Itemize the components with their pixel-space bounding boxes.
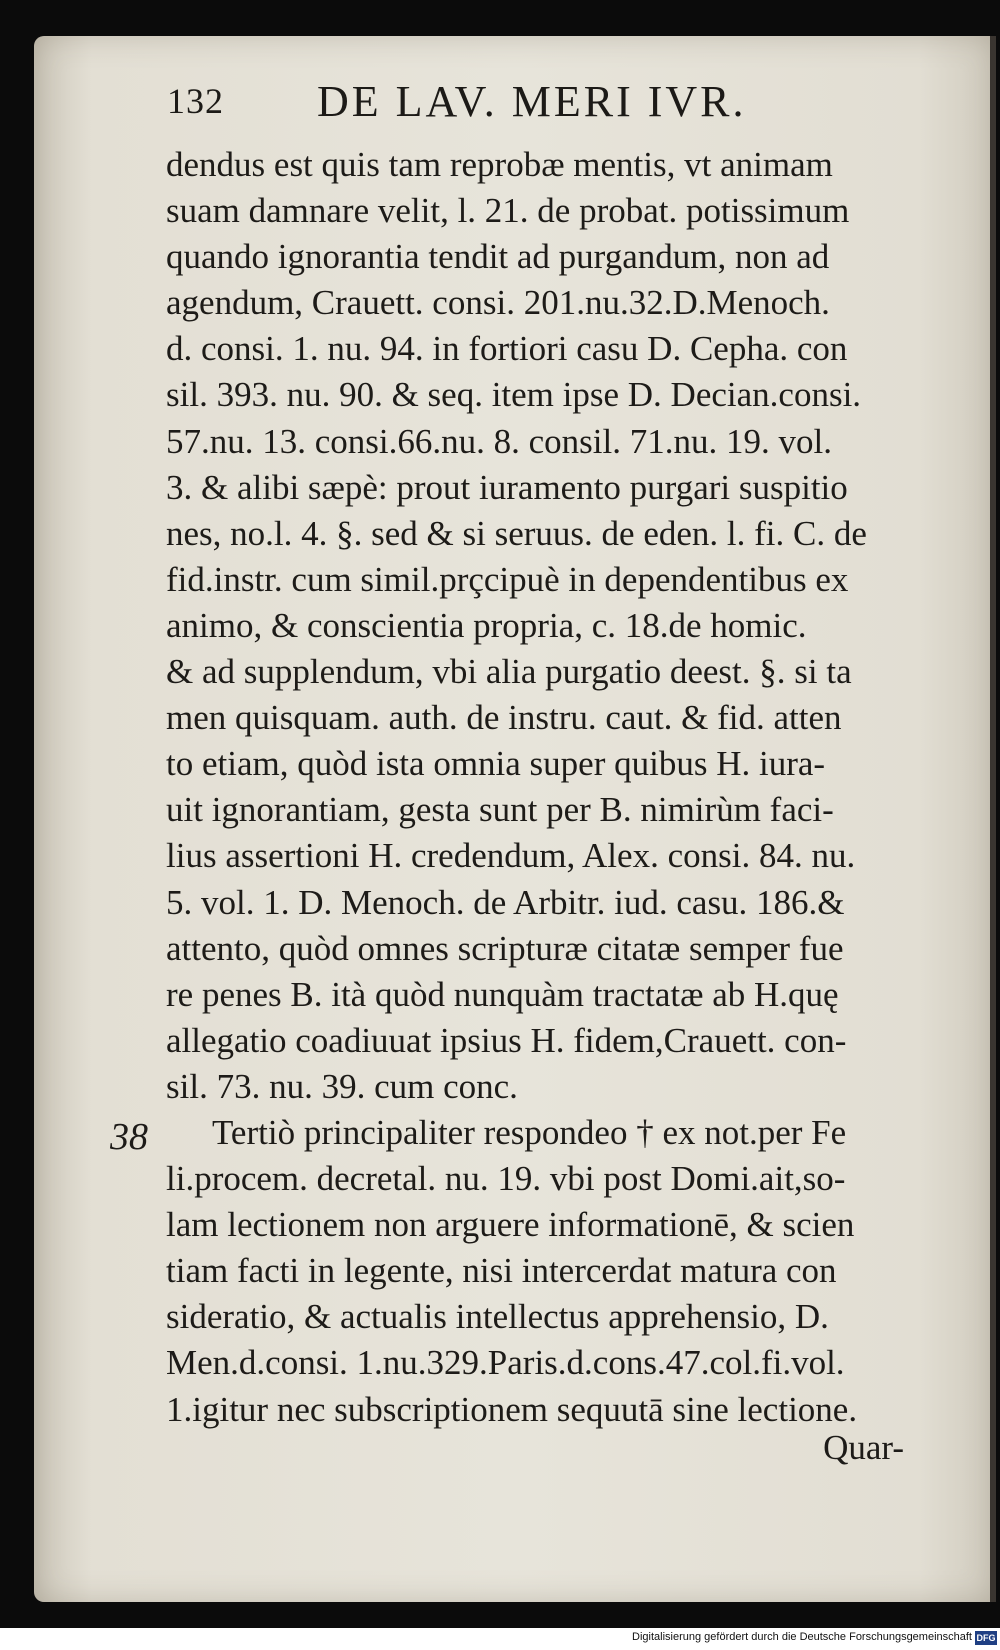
dfg-logo-icon: DFG — [976, 1633, 996, 1643]
page-header — [167, 76, 927, 136]
text-line: suam damnare velit, l. 21. de probat. potissimum — [166, 191, 850, 231]
text-line: 57.nu. 13. consi.66.nu. 8. consil. 71.nu. 19. vol. — [166, 421, 832, 461]
footer-credit: Digitalisierung gefördert durch die Deutsche Forschungsgemeinschaft — [632, 1631, 972, 1643]
text-line: dendus est quis tam reprobæ mentis, vt animam — [166, 145, 833, 184]
text-line: 3. & alibi sæpè: prout iuramento purgari suspitio — [166, 467, 848, 507]
text-line: sil. 73. nu. 39. cum conc. — [166, 1066, 518, 1106]
text-line: nes, no.l. 4. §. sed & si seruus. de eden. l. fi. C. de — [166, 513, 867, 553]
text-line: & ad supplendum, vbi alia purgatio deest. §. si ta — [166, 652, 852, 692]
text-line: 5. vol. 1. D. Menoch. de Arbitr. iud. casu. 186.& — [166, 882, 845, 922]
body-text — [166, 142, 956, 1433]
text-line: to etiam, quòd ista omnia super quibus H. iura- — [166, 744, 826, 784]
text-line: sideratio, & actualis intellectus apprehensio, D. — [166, 1297, 829, 1337]
margin-note-number: 38 — [110, 1116, 148, 1158]
catchword: Quar- — [823, 1428, 904, 1467]
page-edge — [990, 36, 996, 1602]
text-line: fid.instr. cum simil.prçcipuè in dependentibus ex — [166, 559, 849, 599]
page-number: 132 — [167, 81, 224, 121]
text-line: attento, quòd omnes scripturæ citatæ semper fue — [166, 928, 844, 968]
text-line: quando ignorantia tendit ad purgandum, non ad — [166, 237, 830, 277]
text-line: d. consi. 1. nu. 94. in fortiori casu D. Cepha. con — [166, 329, 848, 369]
text-line: allegatio coadiuuat ipsius H. fidem,Crauett. con- — [166, 1020, 847, 1060]
text-line: 1.igitur nec subscriptionem sequutā sine lectione. — [166, 1389, 858, 1429]
text-line: uit ignorantiam, gesta sunt per B. nimirùm faci- — [166, 790, 834, 830]
text-line: li.procem. decretal. nu. 19. vbi post Domi.ait,so- — [166, 1159, 846, 1199]
running-head: DE LAV. MERI IVR. — [317, 77, 747, 126]
text-line: tiam facti in legente, nisi intercerdat matura con — [166, 1251, 837, 1291]
text-line: sil. 393. nu. 90. & seq. item ipse D. Decian.consi. — [166, 375, 862, 415]
digitization-footer — [0, 1628, 1000, 1650]
text-line: lam lectionem non arguere informationē, & scien — [166, 1205, 855, 1245]
text-line: re penes B. ità quòd nunquàm tractatæ ab H.quę — [166, 974, 839, 1014]
text-line: agendum, Crauett. consi. 201.nu.32.D.Menoch. — [166, 283, 830, 323]
book-page — [34, 36, 996, 1602]
text-line: animo, & conscientia propria, c. 18.de homic. — [166, 605, 807, 645]
text-line: lius assertioni H. credendum, Alex. consi. 84. nu. — [166, 836, 856, 876]
text-line: men quisquam. auth. de instru. caut. & fid. atten — [166, 698, 842, 738]
text-line: Tertiò principaliter respondeo † ex not.per Fe — [212, 1112, 847, 1152]
text-line: Men.d.consi. 1.nu.329.Paris.d.cons.47.col.fi.vol. — [166, 1343, 845, 1383]
